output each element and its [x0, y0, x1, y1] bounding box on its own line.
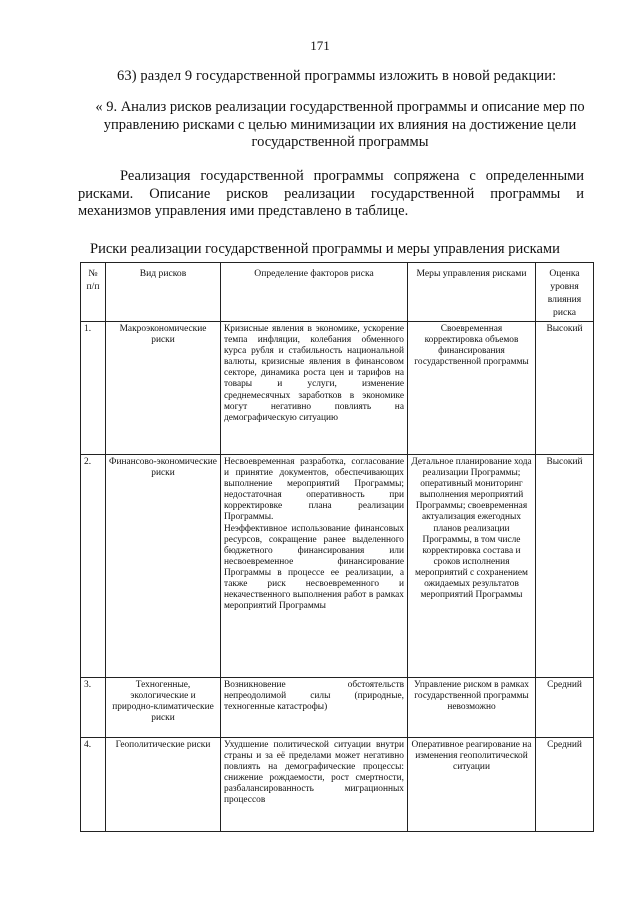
risk-table	[80, 262, 594, 832]
amendment-item: 63) раздел 9 государственной программы изложить в новой редакции:	[117, 68, 557, 84]
row-number: 3.	[81, 678, 106, 738]
risk-type: Техногенные, экологические и природно-климатические риски	[106, 678, 221, 738]
risk-factor-text: Кризисные явления в экономике, ускорение темпа инфляции, колебания обменного курса рубля и стабильность национальной валюты, кризисные явления в финансовом секторе, динамика роста цен и тарифов на товары и услуги, изменение среднемесячных заработков в экономике могут негативно повлиять на демографическую ситуацию	[224, 324, 404, 423]
table-row	[81, 738, 594, 832]
risk-measures: Оперативное реагирование на изменения геополитической ситуации	[408, 738, 536, 832]
risk-type: Финансово-экономические риски	[106, 455, 221, 678]
risk-factors	[221, 322, 408, 455]
header-risk-type: Вид рисков	[106, 263, 221, 322]
risk-factors	[221, 455, 408, 678]
risk-factors	[221, 678, 408, 738]
row-number: 1.	[81, 322, 106, 455]
risk-type: Макроэкономические риски	[106, 322, 221, 455]
risk-factor-text: Неэффективное использование финансовых ресурсов, сокращение ранее выделенного бюджетного финансирования или несвоевременное финансирование Программы в процессе ее реализации, а также риск несвоевременного и некачественного выполнения работ в рамках мероприятий Программы	[224, 523, 404, 612]
impact-level: Средний	[536, 678, 594, 738]
header-risk-factors: Определение факторов риска	[221, 263, 408, 322]
table-header-row	[81, 263, 594, 322]
risk-factor-text: Несвоевременная разработка, согласование и принятие документов, обеспечивающих выполнение мероприятий Программы; недостаточная оперативность при корректировке плана реализации Программы.	[224, 457, 404, 523]
page-number: 171	[310, 38, 330, 53]
row-number: 4.	[81, 738, 106, 832]
table-title: Риски реализации государственной программы и меры управления рисками	[90, 241, 560, 257]
header-measures: Меры управления рисками	[408, 263, 536, 322]
row-number: 2.	[81, 455, 106, 678]
intro-paragraph: Реализация государственной программы сопряжена с определенными рисками. Описание рисков реализации государственной программы и механизмов управления ими представлено в таблице.	[78, 168, 584, 219]
section-heading: « 9. Анализ рисков реализации государственной программы и описание мер по управлению рисками с целью минимизации их влияния на достижение цели государственной программы	[95, 99, 585, 150]
risk-measures: Управление риском в рамках государственной программы невозможно	[408, 678, 536, 738]
header-number: № п/п	[81, 263, 106, 322]
table-row	[81, 322, 594, 455]
risk-factors	[221, 738, 408, 832]
risk-factor-text: Ухудшение политической ситуации внутри страны и за её пределами может негативно повлиять на демографические процессы: снижение рождаемости, рост смертности, разбалансированность миграционных процессов	[224, 740, 404, 806]
risk-measures: Своевременная корректировка объемов финансирования государственной программы	[408, 322, 536, 455]
impact-level: Средний	[536, 738, 594, 832]
risk-measures: Детальное планирование хода реализации Программы; оперативный мониторинг выполнения мероприятий Программы; своевременная актуализация ежегодных планов реализации Программы, в том числе корректировка состава и сроков исполнения мероприятий с сохранением ожидаемых результатов мероприятий Программы	[408, 455, 536, 678]
impact-level: Высокий	[536, 455, 594, 678]
impact-level: Высокий	[536, 322, 594, 455]
table-row	[81, 678, 594, 738]
header-impact-level: Оценка уровня влияния риска	[536, 263, 594, 322]
table-row	[81, 455, 594, 678]
risk-factor-text: Возникновение обстоятельств непреодолимой силы (природные, техногенные катастрофы)	[224, 680, 404, 713]
risk-type: Геополитические риски	[106, 738, 221, 832]
